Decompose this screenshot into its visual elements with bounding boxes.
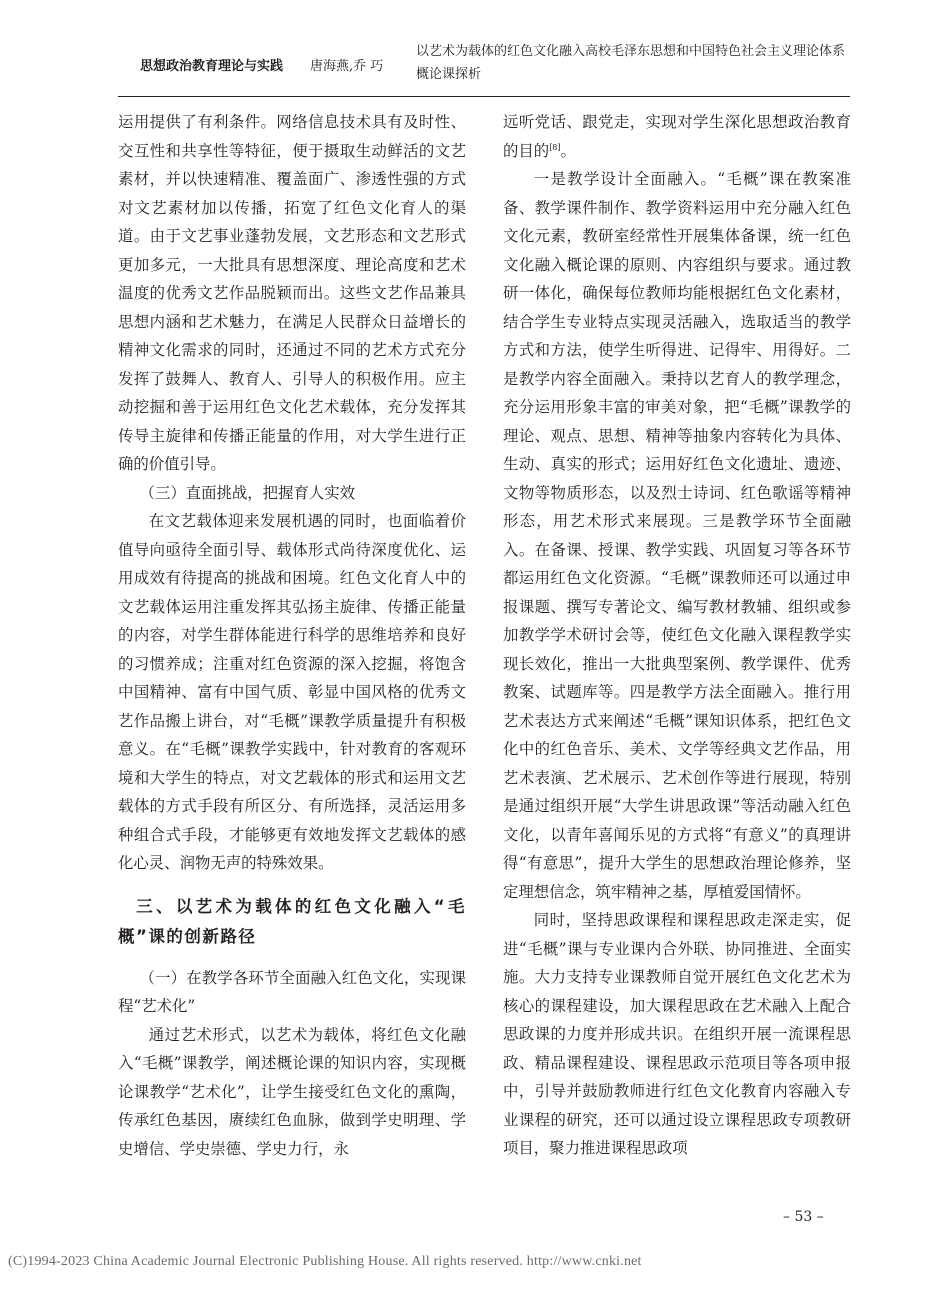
- paragraph: 一是教学设计全面融入。“毛概”课在教案准备、教学课件制作、教学资料运用中充分融入红色文化元素，教研室经常性开展集体备课，统一红色文化融入概论课的原则、内容组织与要求。通过教研一体化，确保每位教师均能根据红色文化素材，结合学生专业特点实现灵活融入，选取适当的教学方式和方法，使学生听得进、记得牢、用得好。二是教学内容全面融入。秉持以艺育人的教学理念，充分运用形象丰富的审美对象，把“毛概”课教学的理论、观点、思想、精神等抽象内容转化为具体、生动、真实的形式；运用好红色文化遗址、遗迹、文物等物质形态，以及烈士诗词、红色歌谣等精神形态，用艺术形式来展现。三是教学环节全面融入。在备课、授课、教学实践、巩固复习等各环节都运用红色文化资源。“毛概”课教师还可以通过申报课题、撰写专著论文、编写教材教辅、组织或参加教学学术研讨会等，使红色文化融入课程教学实现长效化，推出一大批典型案例、教学课件、优秀教案、试题库等。四是教学方法全面融入。推行用艺术表达方式来阐述“毛概”课知识体系，把红色文化中的红色音乐、美术、文学等经典文艺作品，用艺术表演、艺术展示、艺术创作等进行展现，特别是通过组织开展“大学生讲思政课”等活动融入红色文化，以青年喜闻乐见的方式将“有意义”的真理讲得“有意思”，提升大学生的思想政治理论修养，坚定理想信念，筑牢精神之基，厚植爱国情怀。: [503, 170, 851, 901]
- paragraph: 在文艺载体迎来发展机遇的同时，也面临着价值导向亟待全面引导、载体形式尚待深度优化、运用成效有待提高的挑战和困境。红色文化育人中的文艺载体运用注重发挥其弘扬主旋律、传播正能量的内容，对学生群体能进行科学的思维培养和良好的习惯养成；注重对红色资源的深入挖掘，将饱含中国精神、富有中国气质、彰显中国风格的优秀文艺作品搬上讲台，对“毛概”课教学质量提升有积极意义。在“毛概”课教学实践中，针对教育的客观环境和大学生的特点，对文艺载体的形式和运用文艺载体的方式手段有所区分、有所选择，灵活运用多种组合式手段，才能够更有效地发挥文艺载体的感化心灵、润物无声的特殊效果。: [118, 512, 466, 872]
- left-column: [118, 108, 466, 1163]
- header-rule: [118, 96, 850, 97]
- citation-ref: [8]: [549, 142, 561, 152]
- article-title-header: 以艺术为载体的红色文化融入高校毛泽东思想和中国特色社会主义理论体系概论课探析: [416, 44, 846, 82]
- paragraph-text: 远听党话、跟党走，实现对学生深化思想政治教育的目的: [503, 113, 851, 160]
- paragraph: 同时，坚持思政课程和课程思政走深走实，促进“毛概”课与专业课内合外联、协同推进、全面实施。大力支持专业课教师自觉开展红色文化艺术为核心的课程建设，加大课程思政在艺术融入上配合思政课的力度并形成共识。在组织开展一流课程思政、精品课程建设、课程思政示范项目等各项申报中，引导并鼓励教师进行红色文化教育内容融入专业课程的研究，还可以通过设立课程思政专项教研项目，聚力推进课程思政项: [503, 911, 851, 1157]
- section-heading: 三、以艺术为载体的红色文化融入“毛概”课的创新路径: [118, 896, 466, 946]
- journal-name: 思想政治教育理论与实践: [140, 59, 284, 74]
- paragraph-end: 。: [560, 141, 576, 160]
- copyright-line: (C)1994-2023 China Academic Journal Electronic Publishing House. All rights reserved. http://www.cnki.net: [8, 1254, 642, 1269]
- paragraph: 运用提供了有利条件。网络信息技术具有及时性、交互性和共享性等特征，便于摄取生动鲜活的文艺素材，并以快速精准、覆盖面广、渗透性强的方式对文艺素材加以传播，拓宽了红色文化育人的渠道。由于文艺事业蓬勃发展，文艺形态和文艺形式更加多元，一大批具有思想深度、理论高度和艺术温度的优秀文艺作品脱颖而出。这些文艺作品兼具思想内涵和艺术魅力，在满足人民群众日益增长的精神文化需求的同时，还通过不同的艺术方式充分发挥了鼓舞人、教育人、引导人的积极作用。应主动挖掘和善于运用红色文化艺术载体，充分发挥其传导主旋律和传播正能量的作用，对大学生进行正确的价值引导。: [118, 113, 466, 473]
- author-names: 唐海燕,乔 巧: [310, 59, 384, 74]
- paragraph: 通过艺术形式，以艺术为载体，将红色文化融入“毛概”课教学，阐述概论课的知识内容，实现概论课教学“艺术化”，让学生接受红色文化的熏陶，传承红色基因，赓续红色血脉，做到学史明理、学史增信、学史崇德、学史力行，永: [118, 1025, 466, 1158]
- paragraph: [503, 108, 851, 165]
- right-column: [503, 108, 851, 1163]
- subsection-heading: （一）在教学各环节全面融入红色文化，实现课程“艺术化”: [118, 968, 466, 1015]
- running-header: [118, 38, 850, 96]
- page-number: – 53 –: [783, 1209, 824, 1225]
- subsection-heading: （三）直面挑战，把握育人实效: [139, 483, 356, 502]
